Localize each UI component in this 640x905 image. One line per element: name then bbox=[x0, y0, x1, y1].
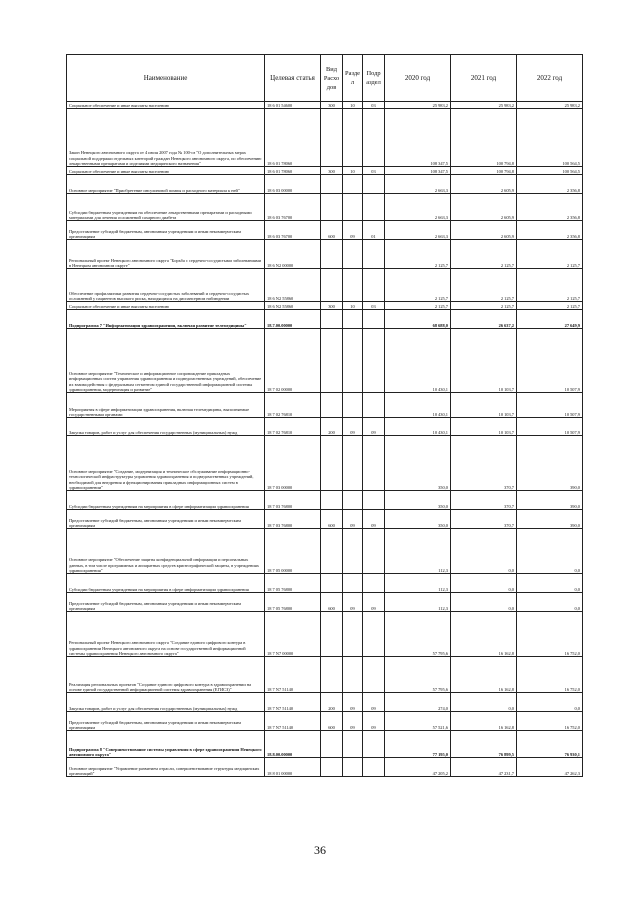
row-podrazdel bbox=[363, 194, 385, 221]
row-2020: 25 983,2 bbox=[385, 102, 451, 109]
row-target: 18 7 03 76800 bbox=[265, 510, 321, 529]
row-podrazdel: 03 bbox=[363, 102, 385, 109]
row-podrazdel: 09 bbox=[363, 693, 385, 712]
row-name: Основное мероприятие "Техническое и информационное сопровождение прикладных информационных систем управления здравоохранения и подведомственных учреждений, обеспечение их взаимодействия с федеральным сегментом единой государственной информационной системы здравоохранения, модернизация и развитие" bbox=[67, 329, 265, 393]
row-razdel bbox=[343, 612, 363, 657]
page-number: 36 bbox=[314, 843, 326, 857]
row-2021: 2 125,7 bbox=[451, 269, 517, 302]
row-podrazdel bbox=[363, 269, 385, 302]
row-2020: 68 688,0 bbox=[385, 310, 451, 329]
row-2020: 2 663,3 bbox=[385, 194, 451, 221]
row-2020: 112,3 bbox=[385, 593, 451, 612]
row-name: Субсидии бюджетным учреждениям на мероприятия в сфере информатизации здравоохранения bbox=[67, 574, 265, 593]
table-row bbox=[67, 758, 583, 777]
row-razdel bbox=[343, 329, 363, 393]
row-target: 18 6 03 00000 bbox=[265, 175, 321, 194]
row-2022: 2 125,7 bbox=[517, 240, 583, 269]
row-2020: 350,0 bbox=[385, 491, 451, 510]
row-vid bbox=[321, 329, 343, 393]
row-2020: 57 521,6 bbox=[385, 712, 451, 731]
table-row bbox=[67, 693, 583, 712]
row-vid bbox=[321, 491, 343, 510]
row-target: 18 7 03 00000 bbox=[265, 436, 321, 491]
row-2020: 10 430,1 bbox=[385, 418, 451, 436]
row-target: 18 7 02 76810 bbox=[265, 418, 321, 436]
row-2021: 2 605,9 bbox=[451, 175, 517, 194]
row-name: Закон Ненецкого автономного округа от 4 июля 2007 года № 100-оз "О дополнительных мерах социальной поддержки отдельных категорий граждан Ненецкого автономного округа, по обеспечению лекарственными препаратами и изделиями медицинского назначения" bbox=[67, 109, 265, 167]
row-2021: 0,0 bbox=[451, 529, 517, 574]
row-2020: 57 795,6 bbox=[385, 657, 451, 693]
row-2020: 112,3 bbox=[385, 529, 451, 574]
row-2021: 100 794,8 bbox=[451, 167, 517, 175]
row-razdel bbox=[343, 310, 363, 329]
row-2022: 47 262,3 bbox=[517, 758, 583, 777]
row-name: Основное мероприятие "Обеспечение защиты конфиденциальной информации и персональных данных, в том числе программных и аппаратных средств криптографической защиты, в учреждениях здравоохранения" bbox=[67, 529, 265, 574]
table-row bbox=[67, 491, 583, 510]
row-vid: 300 bbox=[321, 302, 343, 310]
row-2022: 0,0 bbox=[517, 693, 583, 712]
table-row bbox=[67, 574, 583, 593]
row-2021: 0,0 bbox=[451, 574, 517, 593]
row-vid: 600 bbox=[321, 712, 343, 731]
header-2021: 2021 год bbox=[451, 55, 517, 102]
row-2022: 0,0 bbox=[517, 529, 583, 574]
row-2020: 350,0 bbox=[385, 510, 451, 529]
row-name: Основное мероприятие "Управление развитием отрасли, совершенствование структуры медицинских организаций" bbox=[67, 758, 265, 777]
table-row bbox=[67, 418, 583, 436]
row-2022: 2 356,8 bbox=[517, 175, 583, 194]
row-vid bbox=[321, 758, 343, 777]
row-2020: 274,0 bbox=[385, 693, 451, 712]
row-target: 18 6 N2 00000 bbox=[265, 240, 321, 269]
row-2021: 370,7 bbox=[451, 510, 517, 529]
row-2020: 112,3 bbox=[385, 574, 451, 593]
row-vid bbox=[321, 657, 343, 693]
table-row bbox=[67, 102, 583, 109]
row-2021: 47 231,7 bbox=[451, 758, 517, 777]
row-2020: 2 663,3 bbox=[385, 175, 451, 194]
row-2021: 26 637,2 bbox=[451, 310, 517, 329]
row-name: Предоставление субсидий бюджетным, автономным учреждениям и иным некоммерческим организациям bbox=[67, 712, 265, 731]
header-razdel: Разде л bbox=[343, 55, 363, 102]
row-target: 18 6 N2 55860 bbox=[265, 269, 321, 302]
row-2020: 108 347,5 bbox=[385, 167, 451, 175]
table-row bbox=[67, 167, 583, 175]
row-podrazdel bbox=[363, 393, 385, 418]
table-row bbox=[67, 269, 583, 302]
row-razdel bbox=[343, 393, 363, 418]
row-vid bbox=[321, 194, 343, 221]
row-vid bbox=[321, 393, 343, 418]
header-2022: 2022 год bbox=[517, 55, 583, 102]
row-vid bbox=[321, 175, 343, 194]
row-target: 18 7 N7 51140 bbox=[265, 657, 321, 693]
row-2022: 2 356,8 bbox=[517, 221, 583, 240]
row-podrazdel bbox=[363, 612, 385, 657]
header-2020: 2020 год bbox=[385, 55, 451, 102]
row-name: Социальное обеспечение и иные выплаты населению bbox=[67, 167, 265, 175]
row-2022: 390,0 bbox=[517, 510, 583, 529]
row-2022: 100 564,5 bbox=[517, 167, 583, 175]
row-name: Региональный проект Ненецкого автономного округа "Создание единого цифрового контура в здравоохранении Ненецкого автономного округа на основе государственной информационной системы здравоохранения Ненецкого автономного округа" bbox=[67, 612, 265, 657]
row-2022: 10 507,9 bbox=[517, 393, 583, 418]
table-row bbox=[67, 712, 583, 731]
table-row bbox=[67, 612, 583, 657]
row-name: Мероприятия в сфере информатизации здравоохранения, включая телемедицины, выполняемые государственными органами bbox=[67, 393, 265, 418]
budget-table bbox=[66, 54, 583, 777]
budget-table-sheet bbox=[66, 54, 582, 777]
row-2021: 25 983,2 bbox=[451, 102, 517, 109]
row-2020: 10 430,1 bbox=[385, 393, 451, 418]
header-vid: Вид Расхо дов bbox=[321, 55, 343, 102]
row-2021: 16 162,8 bbox=[451, 712, 517, 731]
table-row bbox=[67, 302, 583, 310]
row-podrazdel: 03 bbox=[363, 302, 385, 310]
row-2021: 100 794,8 bbox=[451, 109, 517, 167]
table-body bbox=[67, 102, 583, 777]
row-vid bbox=[321, 310, 343, 329]
row-2021: 2 125,7 bbox=[451, 302, 517, 310]
row-2022: 16 752,0 bbox=[517, 612, 583, 657]
row-vid: 600 bbox=[321, 593, 343, 612]
row-vid bbox=[321, 529, 343, 574]
row-name: Подпрограмма 8 "Совершенствование системы управления в сфере здравоохранения Ненецкого автономного округа" bbox=[67, 731, 265, 758]
row-2022: 0,0 bbox=[517, 593, 583, 612]
row-podrazdel bbox=[363, 657, 385, 693]
row-vid: 200 bbox=[321, 418, 343, 436]
row-2022: 2 125,7 bbox=[517, 302, 583, 310]
row-target: 18 7 03 76800 bbox=[265, 491, 321, 510]
row-vid bbox=[321, 269, 343, 302]
row-podrazdel bbox=[363, 109, 385, 167]
row-2021: 10 103,7 bbox=[451, 418, 517, 436]
row-2021: 2 605,9 bbox=[451, 221, 517, 240]
row-name: Предоставление субсидий бюджетным, автономным учреждениям и иным некоммерческим организациям bbox=[67, 221, 265, 240]
table-row bbox=[67, 194, 583, 221]
row-name: Предоставление субсидий бюджетным, автономным учреждениям и иным некоммерческим организациям bbox=[67, 593, 265, 612]
row-2020: 57 795,6 bbox=[385, 612, 451, 657]
row-vid bbox=[321, 109, 343, 167]
row-2020: 47 205,2 bbox=[385, 758, 451, 777]
row-target: 18.8.00.00000 bbox=[265, 731, 321, 758]
row-2021: 2 125,7 bbox=[451, 240, 517, 269]
row-target: 18 7 02 76810 bbox=[265, 393, 321, 418]
row-2022: 2 356,8 bbox=[517, 194, 583, 221]
row-2020: 2 663,3 bbox=[385, 221, 451, 240]
row-razdel bbox=[343, 491, 363, 510]
row-podrazdel bbox=[363, 436, 385, 491]
row-name: Субсидии бюджетным учреждениям на мероприятия в сфере информатизации здравоохранения bbox=[67, 491, 265, 510]
row-name: Закупка товаров, работ и услуг для обеспечения государственных (муниципальных) нужд bbox=[67, 693, 265, 712]
row-2021: 16 162,8 bbox=[451, 612, 517, 657]
row-razdel: 10 bbox=[343, 302, 363, 310]
row-target: 18 6 01 78060 bbox=[265, 109, 321, 167]
row-razdel bbox=[343, 109, 363, 167]
row-razdel bbox=[343, 758, 363, 777]
row-name: Закупка товаров, работ и услуг для обеспечения государственных (муниципальных) нужд bbox=[67, 418, 265, 436]
row-2022: 76 930,1 bbox=[517, 731, 583, 758]
row-name: Региональный проект Ненецкого автономного округа "Борьба с сердечно-сосудистыми заболеваниями в Ненецком автономном округе" bbox=[67, 240, 265, 269]
row-target: 18 6 01 54600 bbox=[265, 102, 321, 109]
row-razdel bbox=[343, 731, 363, 758]
row-2020: 10 430,1 bbox=[385, 329, 451, 393]
row-podrazdel: 01 bbox=[363, 221, 385, 240]
row-2021: 10 103,7 bbox=[451, 393, 517, 418]
row-razdel bbox=[343, 194, 363, 221]
row-podrazdel bbox=[363, 310, 385, 329]
row-target: 18 7 02 00000 bbox=[265, 329, 321, 393]
header-podrazdel: Подр аздел bbox=[363, 55, 385, 102]
row-razdel bbox=[343, 657, 363, 693]
row-target: 18 7 05 00000 bbox=[265, 529, 321, 574]
table-header-row bbox=[67, 55, 583, 102]
table-row bbox=[67, 657, 583, 693]
row-razdel: 09 bbox=[343, 593, 363, 612]
row-target: 18 7 05 76800 bbox=[265, 574, 321, 593]
header-target: Целевая статья bbox=[265, 55, 321, 102]
row-razdel bbox=[343, 574, 363, 593]
row-2022: 10 507,9 bbox=[517, 418, 583, 436]
row-vid: 600 bbox=[321, 221, 343, 240]
row-vid bbox=[321, 436, 343, 491]
row-podrazdel: 03 bbox=[363, 167, 385, 175]
row-vid: 300 bbox=[321, 167, 343, 175]
row-razdel bbox=[343, 240, 363, 269]
row-podrazdel: 09 bbox=[363, 510, 385, 529]
row-name: Обеспечение профилактики развития сердечно-сосудистых заболеваний и сердечно-сосудистых осложнений у пациентов высокого риска, находящихся на диспансерном наблюдении bbox=[67, 269, 265, 302]
row-2022: 27 649,9 bbox=[517, 310, 583, 329]
row-razdel: 09 bbox=[343, 221, 363, 240]
row-2022: 16 752,0 bbox=[517, 712, 583, 731]
row-podrazdel bbox=[363, 574, 385, 593]
row-2021: 10 103,7 bbox=[451, 329, 517, 393]
row-2022: 25 983,2 bbox=[517, 102, 583, 109]
row-2022: 0,0 bbox=[517, 574, 583, 593]
row-target: 18 8 01 00000 bbox=[265, 758, 321, 777]
row-vid bbox=[321, 240, 343, 269]
row-2022: 390,0 bbox=[517, 491, 583, 510]
row-name: Социальное обеспечение и иные выплаты населению bbox=[67, 302, 265, 310]
row-podrazdel bbox=[363, 731, 385, 758]
row-name: Основное мероприятие "Создание, модернизация и техническое обслуживание информационно-технологической инфраструктуры управления здравоохранения и подведомственных учреждений, необходимой для внедрения и функционирования прикладных информационных систем в здравоохранении" bbox=[67, 436, 265, 491]
row-2020: 108 347,5 bbox=[385, 109, 451, 167]
table-row bbox=[67, 310, 583, 329]
row-vid: 300 bbox=[321, 102, 343, 109]
row-target: 18 6 03 76700 bbox=[265, 221, 321, 240]
row-podrazdel: 09 bbox=[363, 593, 385, 612]
row-name: Реализация региональных проектов "Создание единого цифрового контура в здравоохранении на основе единой государственной информационной системы здравоохранения (ЕГИСЗ)" bbox=[67, 657, 265, 693]
row-razdel: 09 bbox=[343, 418, 363, 436]
row-2022: 100 564,5 bbox=[517, 109, 583, 167]
header-name: Наименование bbox=[67, 55, 265, 102]
table-row bbox=[67, 109, 583, 167]
row-razdel: 09 bbox=[343, 693, 363, 712]
row-vid bbox=[321, 612, 343, 657]
row-vid bbox=[321, 731, 343, 758]
row-name: Субсидии бюджетным учреждениям на обеспечение лекарственными препаратами и расходными материалами для лечения осложнений сахарного диабета bbox=[67, 194, 265, 221]
row-vid bbox=[321, 574, 343, 593]
table-row bbox=[67, 510, 583, 529]
row-podrazdel bbox=[363, 175, 385, 194]
row-2021: 0,0 bbox=[451, 593, 517, 612]
row-target: 18 7 N7 51140 bbox=[265, 693, 321, 712]
row-podrazdel: 09 bbox=[363, 712, 385, 731]
row-target: 18 6 N2 55860 bbox=[265, 302, 321, 310]
row-razdel: 09 bbox=[343, 510, 363, 529]
table-row bbox=[67, 436, 583, 491]
table-row bbox=[67, 731, 583, 758]
row-name: Социальное обеспечение и иные выплаты населению bbox=[67, 102, 265, 109]
row-podrazdel bbox=[363, 329, 385, 393]
row-razdel bbox=[343, 436, 363, 491]
row-podrazdel: 09 bbox=[363, 418, 385, 436]
row-2022: 10 507,9 bbox=[517, 329, 583, 393]
row-podrazdel bbox=[363, 529, 385, 574]
row-target: 18 7 N7 51140 bbox=[265, 712, 321, 731]
row-2020: 350,0 bbox=[385, 436, 451, 491]
table-row bbox=[67, 221, 583, 240]
table-row bbox=[67, 529, 583, 574]
row-target: 18 6 03 76700 bbox=[265, 194, 321, 221]
row-name: Предоставление субсидий бюджетным, автономным учреждениям и иным некоммерческим организациям bbox=[67, 510, 265, 529]
row-2022: 390,0 bbox=[517, 436, 583, 491]
row-target: 18 6 01 78060 bbox=[265, 167, 321, 175]
row-2022: 16 752,0 bbox=[517, 657, 583, 693]
row-vid: 200 bbox=[321, 693, 343, 712]
row-2022: 2 125,7 bbox=[517, 269, 583, 302]
row-target: 18 7 05 76800 bbox=[265, 593, 321, 612]
row-2021: 370,7 bbox=[451, 436, 517, 491]
row-podrazdel bbox=[363, 758, 385, 777]
table-row bbox=[67, 393, 583, 418]
row-2020: 2 125,7 bbox=[385, 302, 451, 310]
row-podrazdel bbox=[363, 240, 385, 269]
row-2021: 2 605,9 bbox=[451, 194, 517, 221]
row-razdel: 10 bbox=[343, 167, 363, 175]
row-2020: 2 125,7 bbox=[385, 240, 451, 269]
row-name: Подпрограмма 7 "Информатизация здравоохранения, включая развитие телемедицины" bbox=[67, 310, 265, 329]
row-target: 18.7.00.00000 bbox=[265, 310, 321, 329]
row-target: 18 7 N7 00000 bbox=[265, 612, 321, 657]
row-2020: 2 125,7 bbox=[385, 269, 451, 302]
table-row bbox=[67, 240, 583, 269]
row-2020: 77 195,0 bbox=[385, 731, 451, 758]
row-2021: 76 899,5 bbox=[451, 731, 517, 758]
row-razdel bbox=[343, 269, 363, 302]
row-razdel: 09 bbox=[343, 712, 363, 731]
table-row bbox=[67, 175, 583, 194]
row-razdel: 10 bbox=[343, 102, 363, 109]
row-vid: 600 bbox=[321, 510, 343, 529]
row-podrazdel bbox=[363, 491, 385, 510]
table-row bbox=[67, 593, 583, 612]
row-2021: 370,7 bbox=[451, 491, 517, 510]
row-name: Основное мероприятие "Приобретение инсулиновой помпы и расходного материала к ней" bbox=[67, 175, 265, 194]
row-razdel bbox=[343, 175, 363, 194]
row-2021: 0,0 bbox=[451, 693, 517, 712]
table-row bbox=[67, 329, 583, 393]
row-razdel bbox=[343, 529, 363, 574]
row-2021: 16 162,8 bbox=[451, 657, 517, 693]
